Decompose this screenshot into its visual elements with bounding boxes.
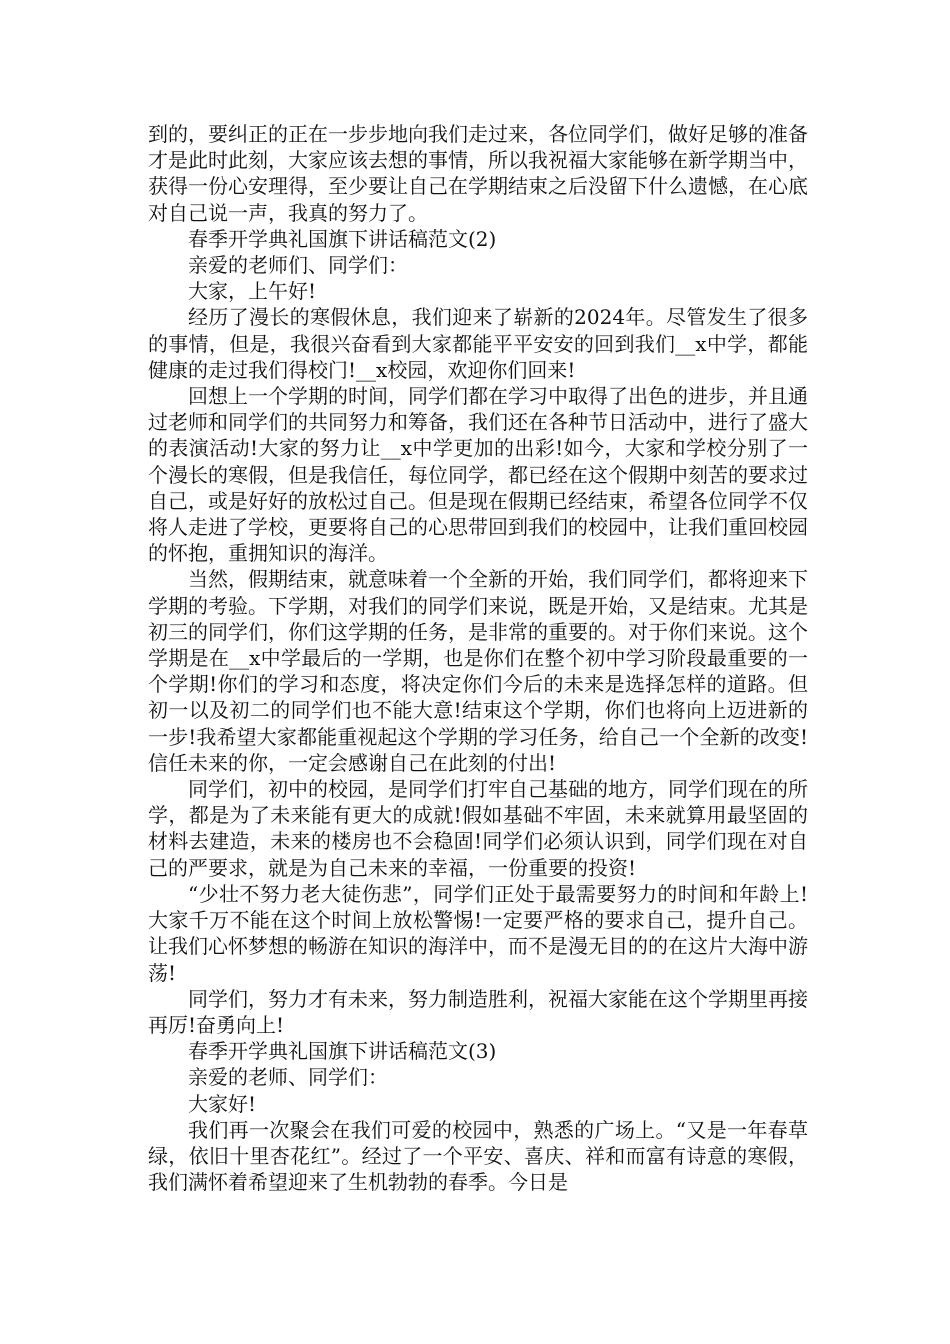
section-title-3: 春季开学典礼国旗下讲话稿范文(3) [188,1039,497,1064]
salutation-3: 亲爱的老师、同学们： [188,1065,388,1090]
greeting-2: 大家，上午好! [188,279,317,304]
paragraph: 回想上一个学期的时间，同学们都在学习中取得了出色的进步，并且通过老师和同学们的共同努力和筹备，我们还在各种节日活动中，进行了盛大的表演活动!大家的努力让__x中学更加的出彩!如今，大家和学校分别了一个漫长的寒假，但是我信任，每位同学，都已经在这个假期中刻苦的要求过自己，或是好好的放松过自己。但是现在假期已经结束，希望各位同学不仅将人走进了学校，更要将自己的心思带回到我们的校园中，让我们重回校园的怀抱，重拥知识的海洋。 [148,384,808,566]
paragraph: 当然，假期结束，就意味着一个全新的开始，我们同学们，都将迎来下学期的考验。下学期，对我们的同学们来说，既是开始，又是结束。尤其是初三的同学们，你们这学期的任务，是非常的重要的。对于你们来说。这个学期是在__x中学最后的一学期，也是你们在整个初中学习阶段最重要的一个学期!你们的学习和态度，将决定你们今后的未来是选择怎样的道路。但初一以及初二的同学们也不能大意!结束这个学期，你们也将向上迈进新的一步!我希望大家都能重视起这个学期的学习任务，给自己一个全新的改变!信任未来的你，一定会感谢自己在此刻的付出! [148,567,808,775]
paragraph: 经历了漫长的寒假休息，我们迎来了崭新的2024年。尽管发生了很多的事情，但是，我很兴奋看到大家都能平平安安的回到我们__x中学，都能健康的走过我们得校门!__x校园，欢迎你们回来! [148,305,808,382]
paragraph: “少壮不努力老大徒伤悲”，同学们正处于最需要努力的时间和年龄上!大家千万不能在这个时间上放松警惕!一定要严格的要求自己，提升自己。让我们心怀梦想的畅游在知识的海洋中，而不是漫无目的的在这片大海中游荡! [148,881,808,985]
paragraph: 同学们，努力才有未来，努力制造胜利，祝福大家能在这个学期里再接再厉!奋勇向上! [148,986,808,1037]
salutation-2: 亲爱的老师们、同学们： [188,253,408,278]
paragraph-continuation: 到的，要纠正的正在一步步地向我们走过来，各位同学们，做好足够的准备才是此时此刻，大家应该去想的事情，所以我祝福大家能够在新学期当中，获得一份心安理得，至少要让自己在学期结束之后没留下什么遗憾，在心底对自己说一声，我真的努力了。 [148,122,808,225]
paragraph: 我们再一次聚会在我们可爱的校园中，熟悉的广场上。“又是一年春草绿，依旧十里杏花红”。经过了一个平安、喜庆、祥和而富有诗意的寒假，我们满怀着希望迎来了生机勃勃的春季。今日是 [148,1117,808,1195]
section-title-2: 春季开学典礼国旗下讲话稿范文(2) [188,226,497,251]
paragraph: 同学们，初中的校园，是同学们打牢自己基础的地方，同学们现在的所学，都是为了未来能有更大的成就!假如基础不牢固，未来就算用最坚固的材料去建造，未来的楼房也不会稳固!同学们必须认识到，同学们现在对自己的严要求，就是为自己未来的幸福，一份重要的投资! [148,777,808,880]
document-page [148,121,808,1195]
greeting-3: 大家好! [188,1091,257,1116]
